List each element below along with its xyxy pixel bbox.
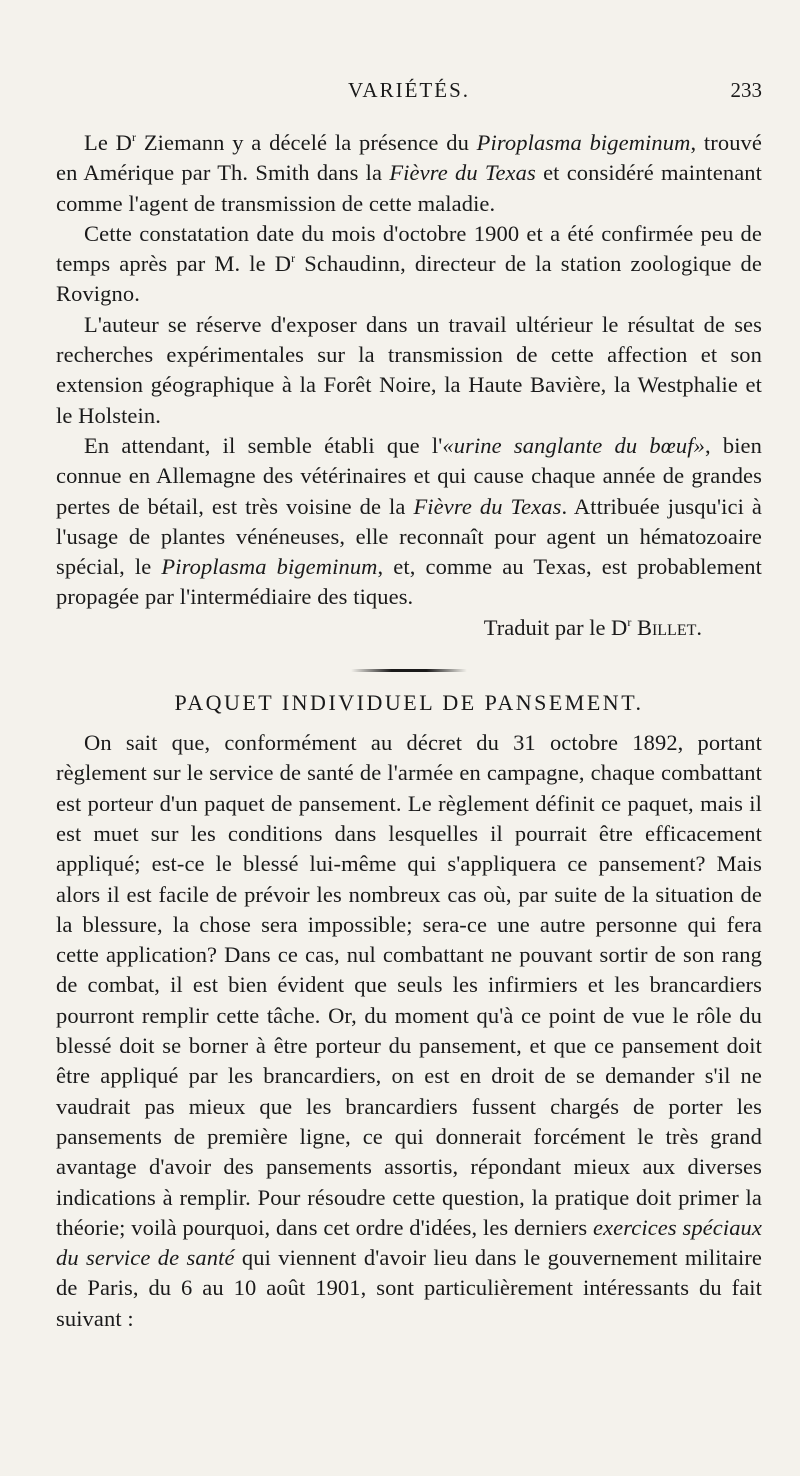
italic-text: exercices spéciaux du service de santé bbox=[56, 1214, 762, 1271]
signature-sup: r bbox=[627, 614, 632, 629]
text-run: , et, comme au Texas, est probablement propagée par l'intermédiaire des tiques. bbox=[56, 554, 762, 610]
text-run: Cette constatation date du mois d'octobre 1900 et a été confirmée peu de temps après par M. le D bbox=[56, 220, 762, 277]
section-heading: PAQUET INDIVIDUEL DE PANSEMENT. bbox=[174, 690, 644, 716]
italic-text: Fièvre du Texas bbox=[389, 160, 536, 186]
paragraph bbox=[56, 431, 762, 613]
italic-text: Fièvre du Texas bbox=[413, 493, 562, 519]
text-run: L'auteur se réserve d'exposer dans un travail ultérieur le résultat de ses recherches expérimentales sur la transmission de cette affection et son extension géographique à la Forêt Noire, la Haute Bavière, la Westphalie et le Holstein. bbox=[56, 311, 762, 428]
section-divider bbox=[351, 669, 467, 672]
paragraph bbox=[56, 728, 762, 1334]
text-run: Le D bbox=[84, 130, 132, 155]
text-run: On sait que, conformément au décret du 31 octobre 1892, portant règlement sur le service de santé de l'armée en campagne, chaque combattant est porteur d'un paquet de pansement. Le règlement définit ce paquet, mais il est muet sur les conditions dans lesquelles il pourrait être efficacement appliqué; est-ce le blessé lui-même qui s'appliquera ce pansement? Mais alors il est facile de prévoir les nombreux cas où, par suite de la situation de la blessure, la chose sera impossible; sera-ce une autre personne qui fera cette application? Dans ce cas, nul combattant ne pouvant sortir de son rang de combat, il est bien évident que seuls les infirmiers et les brancardiers pourront remplir cette tâche. Or, du moment qu'à ce point de vue le rôle du blessé doit se borner à être porteur du pansement, et que ce pansement doit être appliqué par les brancardiers, on est en droit de se demander s'il ne vaudrait pas mieux que les brancardiers fussent chargés de porter les pansements de première ligne, ce qui donnerait forcément le très grand avantage d'avoir des pansements assortis, répondant mieux aux diverses indications à remplir. Pour résoudre cette question, la pratique doit primer la théorie; voilà pourquoi, dans cet ordre d'idées, les derniers bbox=[56, 730, 762, 1240]
italic-text: Piroplasma bigeminum bbox=[161, 554, 378, 580]
running-head-title: VARIÉTÉS. bbox=[347, 78, 471, 102]
superscript: r bbox=[132, 130, 137, 144]
running-head bbox=[56, 78, 762, 118]
text-run: Schaudinn, directeur de la station zoologique de Rovigno. bbox=[56, 251, 762, 307]
paragraph bbox=[56, 219, 762, 310]
signature-name: Billet. bbox=[636, 614, 702, 640]
text-run: , trouvé en Amérique par Th. Smith dans la bbox=[56, 130, 762, 186]
text-run: Ziemann y a décelé la présence du bbox=[136, 130, 477, 155]
text-run: . Attribuée jusqu'ici à l'usage de plantes vénéneuses, elle reconnaît pour agent un hématozoaire spécial, le bbox=[56, 493, 762, 580]
superscript: r bbox=[291, 251, 296, 266]
paragraph bbox=[56, 310, 762, 431]
italic-text: «urine sanglante du bœuf» bbox=[442, 432, 705, 458]
italic-text: Piroplasma bigeminum bbox=[476, 130, 691, 155]
page-number: 233 bbox=[730, 78, 762, 102]
paragraph bbox=[56, 128, 762, 219]
signature-prefix: Traduit par le D bbox=[483, 614, 628, 640]
text-run: , bien connue en Allemagne des vétérinaires et qui cause chaque année de grandes pertes de bétail, est très voisine de la bbox=[56, 432, 762, 519]
section-body bbox=[56, 728, 762, 1334]
text-run: En attendant, il semble établi que l' bbox=[84, 432, 443, 458]
text-run: qui viennent d'avoir lieu dans le gouvernement militaire de Paris, du 6 au 10 août 1901, sont particulièrement intéressants du fait suivant : bbox=[56, 1245, 763, 1331]
text-run: et considéré maintenant comme l'agent de transmission de cette maladie. bbox=[56, 160, 762, 216]
article-continuation bbox=[56, 128, 762, 613]
translator-signature bbox=[56, 613, 762, 643]
